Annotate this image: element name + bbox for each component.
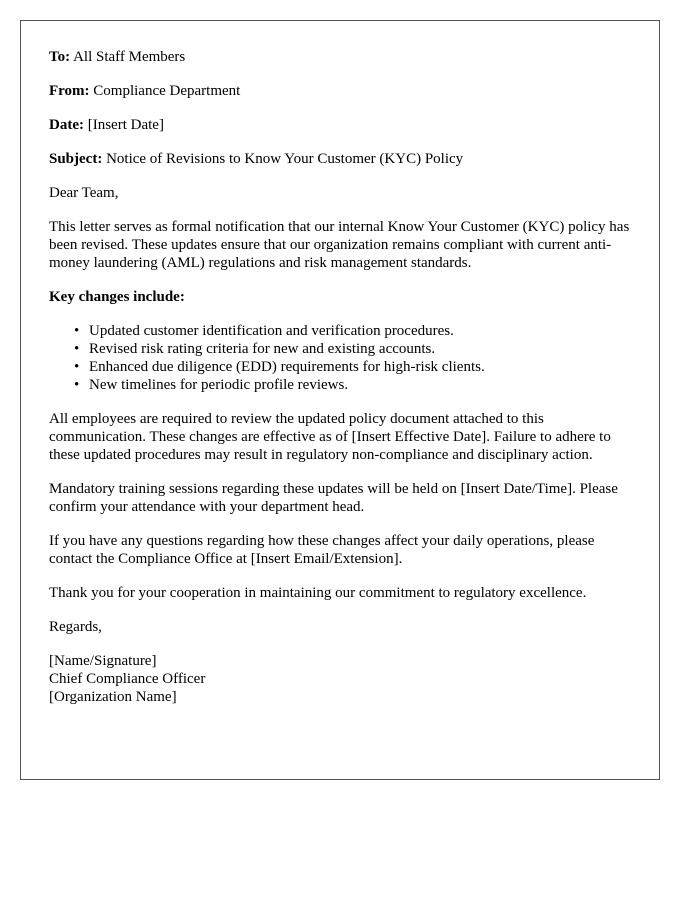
training-paragraph: Mandatory training sessions regarding these updates will be held on [Insert Date/Time]. Please confirm your attendance with your department head. (49, 481, 618, 515)
to-line (49, 48, 631, 66)
to-value: All Staff Members (73, 49, 186, 65)
from-label: From: (49, 83, 90, 99)
signature-title: Chief Compliance Officer (49, 671, 206, 687)
bullet-icon: • (74, 323, 80, 339)
list-item-text: Revised risk rating criteria for new and existing accounts. (89, 341, 436, 357)
date-value: [Insert Date] (87, 117, 164, 133)
bullet-icon: • (74, 359, 80, 375)
key-changes-heading: Key changes include: (49, 289, 185, 305)
list-item-text: New timelines for periodic profile reviews. (89, 377, 349, 393)
intro-paragraph: This letter serves as formal notification that our internal Know Your Customer (KYC) policy has been revised. These updates ensure that our organization remains compliant with current anti-money laundering (AML) regulations and risk management standards. (49, 219, 630, 271)
date-line (49, 116, 631, 134)
greeting: Dear Team, (49, 185, 119, 201)
list-item (74, 376, 631, 394)
subject-value: Notice of Revisions to Know Your Customer (KYC) Policy (106, 151, 464, 167)
list-item-text: Enhanced due diligence (EDD) requirements for high-risk clients. (89, 359, 485, 375)
bullet-icon: • (74, 377, 80, 393)
regards: Regards, (49, 619, 102, 635)
questions-paragraph: If you have any questions regarding how these changes affect your daily operations, please contact the Compliance Office at [Insert Email/Extension]. (49, 533, 595, 567)
thanks-paragraph: Thank you for your cooperation in maintaining our commitment to regulatory excellence. (49, 585, 587, 601)
date-label: Date: (49, 117, 84, 133)
list-item-text: Updated customer identification and verification procedures. (89, 323, 454, 339)
list-item (74, 358, 631, 376)
subject-label: Subject: (49, 151, 103, 167)
review-paragraph: All employees are required to review the updated policy document attached to this communication. These changes are effective as of [Insert Effective Date]. Failure to adhere to these updated procedures may result in regulatory non-compliance and disciplinary action. (49, 411, 611, 463)
subject-line (49, 150, 631, 168)
signature-name: [Name/Signature] (49, 653, 157, 669)
signature-organization: [Organization Name] (49, 689, 177, 705)
to-label: To: (49, 49, 71, 65)
signature-block (49, 652, 631, 706)
from-line (49, 82, 631, 100)
list-item (74, 340, 631, 358)
list-item (74, 322, 631, 340)
bullet-icon: • (74, 341, 80, 357)
key-changes-list (49, 322, 631, 394)
from-value: Compliance Department (93, 83, 241, 99)
kyc-policy-memo (20, 20, 660, 780)
